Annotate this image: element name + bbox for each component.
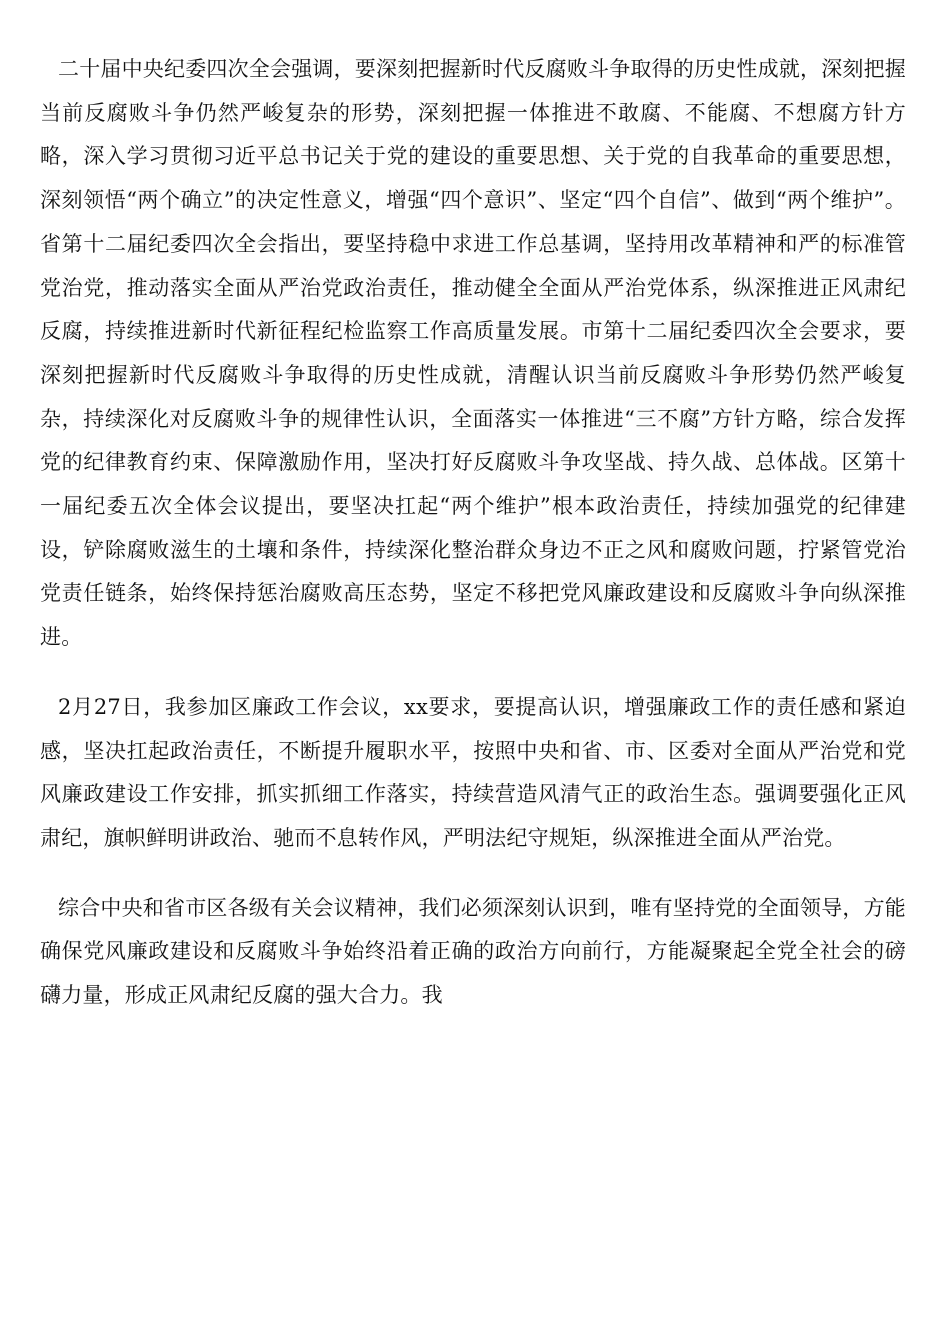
document-body: [40, 48, 906, 1018]
paragraph-3: 综合中央和省市区各级有关会议精神，我们必须深刻认识到，唯有坚持党的全面领导，方能确保党风廉政建设和反腐败斗争始终沿着正确的政治方向前行，方能凝聚起全党全社会的磅礴力量，形成正风肃纪反腐的强大合力。我: [40, 895, 906, 1008]
paragraph-1: 二十届中央纪委四次全会强调，要深刻把握新时代反腐败斗争取得的历史性成就，深刻把握当前反腐败斗争仍然严峻复杂的形势，深刻把握一体推进不敢腐、不能腐、不想腐方针方略，深入学习贯彻习近平总书记关于党的建设的重要思想、关于党的自我革命的重要思想，深刻领悟“两个确立”的决定性意义，增强“四个意识”、坚定“四个自信”、做到“两个维护”。省第十二届纪委四次全会指出，要坚持稳中求进工作总基调，坚持用改革精神和严的标准管党治党，推动落实全面从严治党政治责任，推动健全全面从严治党体系，纵深推进正风肃纪反腐，持续推进新时代新征程纪检监察工作高质量发展。市第十二届纪委四次全会要求，要深刻把握新时代反腐败斗争取得的历史性成就，清醒认识当前反腐败斗争形势仍然严峻复杂，持续深化对反腐败斗争的规律性认识，全面落实一体推进“三不腐”方针方略，综合发挥党的纪律教育约束、保障激励作用，坚决打好反腐败斗争攻坚战、持久战、总体战。区第十一届纪委五次全体会议提出，要坚决扛起“两个维护”根本政治责任，持续加强党的纪律建设，铲除腐败滋生的土壤和条件，持续深化整治群众身边不正之风和腐败问题，拧紧管党治党责任链条，始终保持惩治腐败高压态势，坚定不移把党风廉政建设和反腐败斗争向纵深推进。: [40, 57, 906, 650]
paragraph-2: 2月27日，我参加区廉政工作会议，xx要求，要提高认识，增强廉政工作的责任感和紧迫感，坚决扛起政治责任，不断提升履职水平，按照中央和省、市、区委对全面从严治党和党风廉政建设工作安排，抓实抓细工作落实，持续营造风清气正的政治生态。强调要强化正风肃纪，旗帜鲜明讲政治、驰而不息转作风，严明法纪守规矩，纵深推进全面从严治党。: [40, 694, 906, 850]
